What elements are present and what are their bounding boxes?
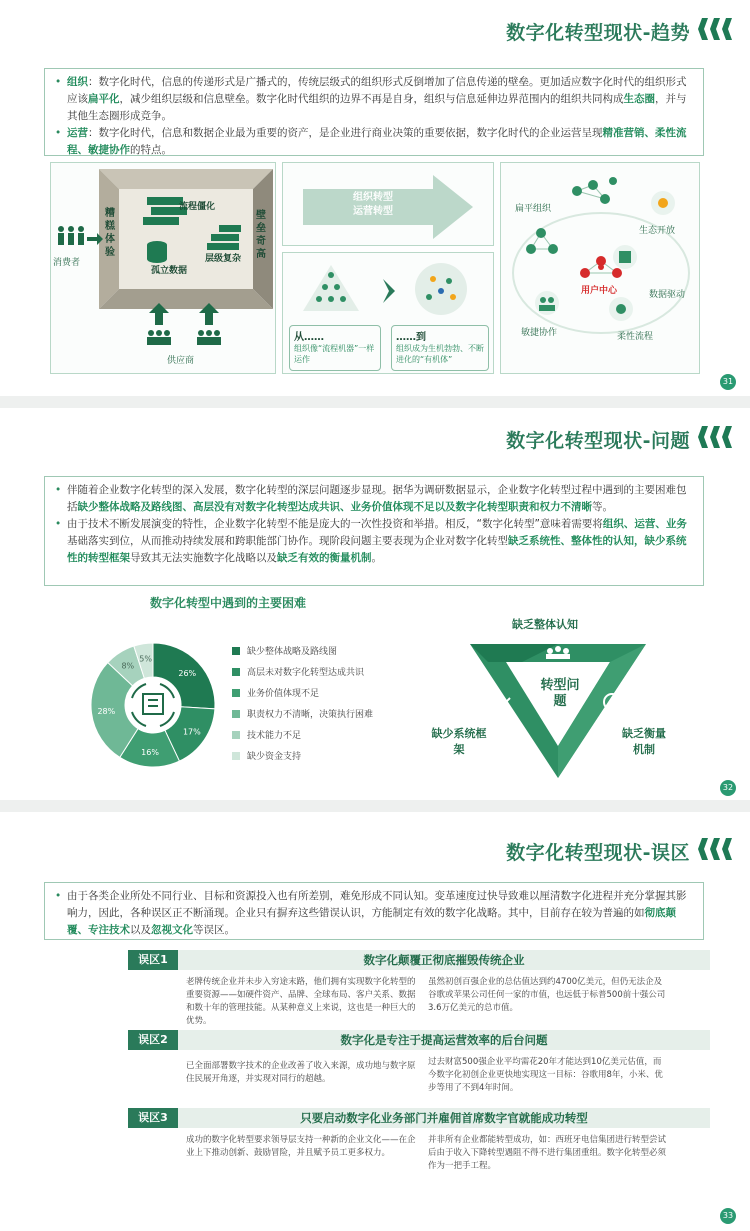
supplier-label: 供应商 bbox=[167, 356, 195, 366]
chevron-icon bbox=[698, 426, 732, 448]
complex-levels-label: 层级复杂 bbox=[205, 254, 242, 264]
slide-misconceptions bbox=[0, 812, 750, 1231]
misconception-tag: 误区1 bbox=[128, 950, 178, 970]
legend-item bbox=[232, 724, 373, 745]
legend-swatch bbox=[232, 647, 240, 655]
triangle-right-label: 缺乏衡量机制 bbox=[622, 727, 666, 756]
legend-label: 业务价值体现不足 bbox=[247, 689, 320, 699]
slice-label: 26% bbox=[178, 668, 197, 678]
traditional-panel bbox=[50, 162, 276, 374]
bullet-org: • 组织：数字化时代，信息的传递形式是广播式的，传统层级式的组织形式反倒增加了信息传递的壁垒。更加适应数字化时代的组织形式应该扁平化，减少组织层级和信息壁垒。数字化时代组织的边界不再是自身，组织与信息延伸边界范围内的组织共同构成生态圈，并与其他生态圈形成竞争。 bbox=[55, 74, 693, 125]
legend-label: 缺少资金支持 bbox=[247, 752, 302, 762]
flex-process-label: 柔性流程 bbox=[617, 332, 654, 342]
misconception-right-text: 并非所有企业都能转型成功，如：西班牙电信集团进行转型尝试后由于收入下降转型遇阻不得不进行集团重组。数字化转型必须作为一把手工程。 bbox=[428, 1135, 667, 1171]
bullet-ops: • 运营：数字化时代，信息和数据企业最为重要的资产，是企业进行商业决策的重要依据，数字化时代的企业运营呈现精准营销、柔性流程、敏捷协作的特点。 bbox=[55, 125, 693, 159]
chart-title: 数字化转型中遇到的主要困难 bbox=[150, 596, 307, 610]
legend-item bbox=[232, 682, 373, 703]
legend-swatch bbox=[232, 710, 240, 718]
chevron-icon bbox=[698, 18, 732, 40]
misconception-heading: 数字化是专注于提高运营效率的后台问题 bbox=[178, 1030, 710, 1050]
misconception-left-text: 已全面部署数字技术的企业改善了收入来源，成功地与数字原住民展开角逐，并实现对同行的超越。 bbox=[186, 1061, 416, 1084]
triangle-center-label: 转型问题 bbox=[540, 678, 580, 709]
legend-label: 缺少整体战略及路线图 bbox=[247, 647, 338, 657]
page-number: 32 bbox=[720, 780, 736, 796]
slide-title: 数字化转型现状-误区 bbox=[506, 842, 690, 864]
slide-title: 数字化转型现状-趋势 bbox=[506, 22, 690, 44]
from-box: 从…… 组织像“流程机器”一样运作 bbox=[289, 325, 381, 371]
page-number: 33 bbox=[720, 1208, 736, 1224]
problems-text-box bbox=[44, 476, 704, 586]
page-number: 31 bbox=[720, 374, 736, 390]
bullet-tech: • 由于技术不断发展演变的特性，企业数字化转型不能是庞大的一次性投资和举措。相反，“数字化转型”意味着需要将组织、运营、业务基础落实到位，从而推动持续发展和跨职能部门协作。现阶段问题主要表现为企业对数字化转型缺乏系统性、整体性的认知，缺少系统性的转型框架导致其无法实施数字化战略以及缺乏有效的衡量机制。 bbox=[55, 516, 693, 567]
agile-collab-label: 敏捷协作 bbox=[521, 328, 558, 338]
high-barrier-label: 壁垒奇高 bbox=[256, 210, 266, 260]
misconception-1 bbox=[128, 950, 710, 1032]
misconception-right-text: 虽然初创百强企业的总估值达到约4700亿美元，但仍无法企及谷歌或苹果公司任何一家的市值，也远低于标普500前十强公司3.6万亿美元的总市值。 bbox=[428, 977, 666, 1013]
bullet-survey: • 伴随着企业数字化转型的深入发展，数字化转型的深层问题逐步显现。据华为调研数据显示，企业数字化转型过程中遇到的主要困难包括缺少整体战略及路线图、高层没有对数字化转型达成共识、业务价值体现不足以及数字化转型职责和权力不清晰等。 bbox=[55, 482, 693, 516]
slide-trend bbox=[0, 0, 750, 395]
legend-item bbox=[232, 745, 373, 766]
slide-title: 数字化转型现状-问题 bbox=[506, 430, 690, 452]
misconception-intro: • 由于各类企业所处不同行业、目标和资源投入也有所差别，难免形成不同认知。变革速度过快导致难以厘清数字化进程并充分掌握其影响力，因此，各种误区正不断涌现。企业只有摒弃这些错误认识，方能制定有效的数字化战略。其中，目前存在较为普遍的如彻底颠覆、专注技术以及忽视文化等误区。 bbox=[44, 882, 704, 940]
trend-text-box bbox=[44, 68, 704, 156]
misconception-2 bbox=[128, 1030, 710, 1093]
slice-label: 28% bbox=[97, 706, 116, 716]
misconception-heading: 只要启动数字化业务部门并雇佣首席数字官就能成功转型 bbox=[178, 1108, 710, 1128]
slide-divider bbox=[0, 800, 750, 812]
network-diagram bbox=[501, 163, 701, 375]
misconception-3 bbox=[128, 1108, 710, 1188]
flat-org-label: 扁平组织 bbox=[515, 204, 552, 214]
data-driven-label: 数据驱动 bbox=[649, 290, 686, 300]
digital-org-panel bbox=[500, 162, 700, 374]
misconception-left-text: 老牌传统企业并未步入穷途末路，他们拥有实现数字化转型的重要资源——如硬件资产、品牌、全球布局、客户关系、数据和数十年的管理技能。从某种意义上来说，这也是一种巨大的优势。 bbox=[186, 977, 416, 1026]
rigid-flow-label: 流程僵化 bbox=[179, 202, 216, 212]
chart-legend bbox=[232, 640, 373, 766]
isolated-data-label: 孤立数据 bbox=[151, 266, 188, 276]
slice-label: 8% bbox=[121, 661, 135, 671]
user-center-label: 用户中心 bbox=[581, 286, 618, 296]
org-transform-label: 组织转型 bbox=[353, 192, 393, 203]
consumer-label: 消费者 bbox=[53, 258, 81, 268]
slice-label: 16% bbox=[141, 747, 159, 757]
legend-swatch bbox=[232, 731, 240, 739]
legend-swatch bbox=[232, 689, 240, 697]
tools-icon bbox=[496, 698, 510, 712]
legend-item bbox=[232, 661, 373, 682]
to-box: ……到 组织成为生机勃勃、不断进化的“有机体” bbox=[391, 325, 489, 371]
slice-label: 5% bbox=[139, 654, 152, 664]
transformation-arrow-panel bbox=[282, 162, 494, 246]
legend-item bbox=[232, 640, 373, 661]
from-to-panel bbox=[282, 252, 494, 374]
misconception-tag: 误区2 bbox=[128, 1030, 178, 1050]
triangle-top-label: 缺乏整体认知 bbox=[512, 618, 578, 631]
eco-open-label: 生态开放 bbox=[639, 226, 676, 236]
difficulties-donut-chart bbox=[88, 640, 218, 770]
legend-label: 技术能力不足 bbox=[247, 731, 302, 741]
bad-experience-label: 糟糕体验 bbox=[105, 208, 115, 258]
legend-label: 高层未对数字化转型达成共识 bbox=[247, 668, 365, 678]
slice-label: 17% bbox=[182, 727, 201, 737]
slide-divider bbox=[0, 396, 750, 408]
legend-swatch bbox=[232, 752, 240, 760]
misconception-tag: 误区3 bbox=[128, 1108, 178, 1128]
legend-label: 职责权力不清晰，决策执行困难 bbox=[247, 710, 374, 720]
misconception-heading: 数字化颠覆正彻底摧毁传统企业 bbox=[178, 950, 710, 970]
misconception-right-text: 过去财富500强企业平均需花20年才能达到10亿美元估值，而今数字化初创企业更快地实现这一目标：谷歌用8年，小米、优步等用了不到4年时间。 bbox=[428, 1057, 663, 1093]
legend-item bbox=[232, 703, 373, 724]
chevron-icon bbox=[698, 838, 732, 860]
legend-swatch bbox=[232, 668, 240, 676]
ops-transform-label: 运营转型 bbox=[353, 206, 393, 217]
misconception-left-text: 成功的数字化转型要求领导层支持一种新的企业文化——在企业上下推动创新、鼓励冒险，并且赋予员工更多权力。 bbox=[186, 1135, 416, 1158]
triangle-left-label: 缺少系统框架 bbox=[431, 727, 487, 756]
slide-problems bbox=[0, 408, 750, 800]
